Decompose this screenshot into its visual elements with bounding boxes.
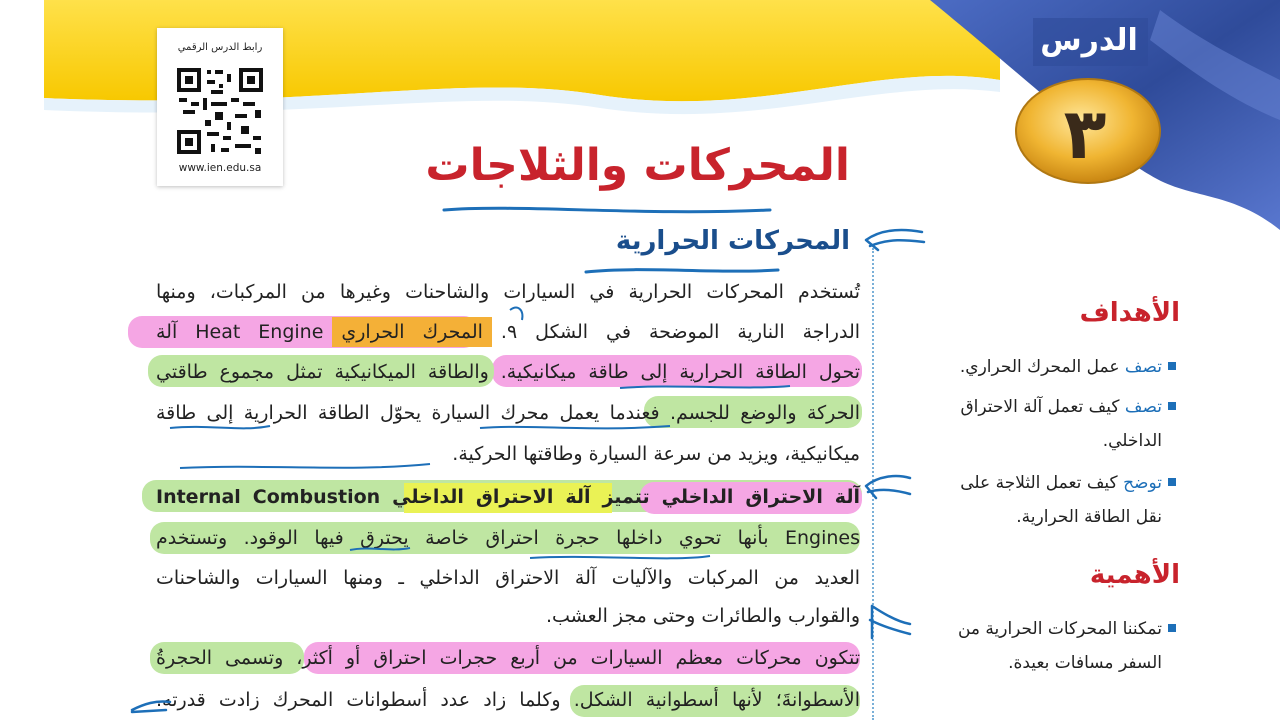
pen-underline-strokes (150, 300, 870, 720)
title-underline-stroke (440, 196, 780, 220)
body-line-10: تتكون محركات معظم السيارات من أربع حجرات احتراق أو أكثر، وتسمى الحجرةُ (156, 647, 860, 669)
objective-2-text: كيف تعمل آلة الاحتراق (960, 397, 1120, 417)
importance-1-continued: السفر مسافات بعيدة. (1008, 653, 1162, 673)
objective-3 (880, 466, 1162, 500)
objective-2-continued: الداخلي. (1102, 431, 1162, 451)
objective-1-text: عمل المحرك الحراري. (959, 357, 1120, 377)
lesson-label: الدرس (1040, 23, 1138, 58)
body-line-8: العديد من المركبات والآليات آلة الاحتراق الداخلي ـ ومنها السيارات والشاحنات (156, 567, 860, 589)
body-line-7: Engines بأنها تحوي داخلها حجرة احتراق خاصة يحترق فيها الوقود. وتستخدم (156, 527, 860, 549)
page-title: المحركات والثلاجات (425, 140, 850, 191)
qr-code-icon (175, 66, 265, 156)
body-line-11: الأسطوانةَ؛ لأنها أسطوانية الشكل. وكلما زاد عدد أسطوانات المحرك زادت قدرته. (156, 689, 860, 711)
objectives-heading: الأهداف (1079, 298, 1180, 328)
body-line-1: تُستخدم المحركات الحرارية في السيارات والشاحنات وغيرها من المركبات، ومنها (156, 281, 860, 303)
bullet-icon (1168, 362, 1176, 370)
objective-2 (880, 390, 1162, 424)
body-line-5: ميكانيكية، ويزيد من سرعة السيارة وطاقتها الحركية. (452, 443, 860, 465)
bullet-icon (1168, 624, 1176, 632)
objective-1-verb: تصف (1124, 357, 1162, 377)
bullet-icon (1168, 478, 1176, 486)
pen-arrow-stroke (860, 220, 930, 260)
qr-caption: رابط الدرس الرقمي (177, 42, 263, 53)
objective-2-verb: تصف (1124, 397, 1162, 417)
body-line-9: والقوارب والطائرات وحتى مجز العشب. (545, 605, 860, 627)
importance-1: تمكننا المحركات الحرارية من (957, 619, 1162, 639)
objective-3-continued: نقل الطاقة الحرارية. (1016, 507, 1162, 527)
body-line-2: الدراجة النارية الموضحة في الشكل ٩. المحرك الحراري Heat Engine آلة (156, 321, 861, 343)
objective-1 (880, 350, 1162, 384)
objective-3-verb: توضح (1123, 473, 1162, 493)
section-title: المحركات الحرارية (615, 226, 850, 256)
body-line-4: الحركة والوضع للجسم. فعندما يعمل محرك السيارة يحوّل الطاقة الحرارية إلى طاقة (156, 402, 860, 424)
qr-url[interactable]: www.ien.edu.sa (178, 162, 262, 174)
objective-3-text: كيف تعمل الثلاجة على (960, 473, 1118, 493)
body-line-6: آلة الاحتراق الداخلي تتميز آلة الاحتراق الداخلي Internal Combustion (156, 486, 860, 508)
lesson-number: ٣ (1063, 93, 1107, 175)
qr-card[interactable] (157, 28, 283, 186)
body-line-3: تحول الطاقة الحرارية إلى طاقة ميكانيكية. والطاقة الميكانيكية تمثل مجموع طاقتي (156, 361, 860, 383)
importance-heading: الأهمية (1089, 560, 1180, 590)
bullet-icon (1168, 402, 1176, 410)
